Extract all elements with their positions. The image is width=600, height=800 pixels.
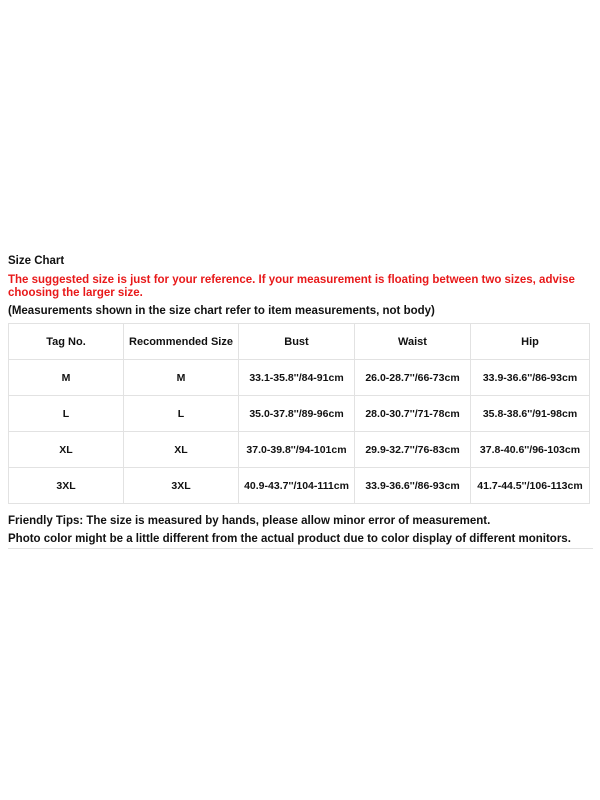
table-row: [9, 468, 590, 504]
tips-line-measurement: Friendly Tips: The size is measured by hands, please allow minor error of measurement.: [8, 515, 491, 527]
cell-bust: 35.0-37.8''/89-96cm: [239, 396, 355, 432]
cell-tag-no: XL: [9, 432, 124, 468]
cell-waist: 29.9-32.7''/76-83cm: [355, 432, 471, 468]
table-header-row: [9, 324, 590, 360]
cell-hip: 41.7-44.5''/106-113cm: [471, 468, 590, 504]
cell-hip: 37.8-40.6''/96-103cm: [471, 432, 590, 468]
tips-line-color: Photo color might be a little different from the actual product due to color display of different monitors.: [8, 530, 593, 549]
cell-waist: 28.0-30.7''/71-78cm: [355, 396, 471, 432]
table-row: [9, 360, 590, 396]
cell-tag-no: L: [9, 396, 124, 432]
size-chart-title: Size Chart: [8, 255, 65, 267]
cell-waist: 33.9-36.6''/86-93cm: [355, 468, 471, 504]
cell-hip: 33.9-36.6''/86-93cm: [471, 360, 590, 396]
header-bust: Bust: [239, 324, 355, 360]
size-table: [8, 323, 590, 504]
cell-waist: 26.0-28.7''/66-73cm: [355, 360, 471, 396]
cell-bust: 37.0-39.8''/94-101cm: [239, 432, 355, 468]
header-recommended-size: Recommended Size: [124, 324, 239, 360]
table-row: [9, 432, 590, 468]
cell-recommended-size: 3XL: [124, 468, 239, 504]
table-row: [9, 396, 590, 432]
cell-tag-no: 3XL: [9, 468, 124, 504]
cell-bust: 40.9-43.7''/104-111cm: [239, 468, 355, 504]
header-hip: Hip: [471, 324, 590, 360]
friendly-tips: [8, 512, 593, 549]
cell-recommended-size: XL: [124, 432, 239, 468]
cell-recommended-size: L: [124, 396, 239, 432]
size-advice-note: The suggested size is just for your reference. If your measurement is floating between two sizes, advise choosing the larger size.: [8, 274, 575, 299]
cell-bust: 33.1-35.8''/84-91cm: [239, 360, 355, 396]
header-tag-no: Tag No.: [9, 324, 124, 360]
cell-recommended-size: M: [124, 360, 239, 396]
cell-tag-no: M: [9, 360, 124, 396]
size-chart: [7, 254, 593, 549]
header-waist: Waist: [355, 324, 471, 360]
cell-hip: 35.8-38.6''/91-98cm: [471, 396, 590, 432]
measurement-note: (Measurements shown in the size chart refer to item measurements, not body): [8, 305, 435, 317]
